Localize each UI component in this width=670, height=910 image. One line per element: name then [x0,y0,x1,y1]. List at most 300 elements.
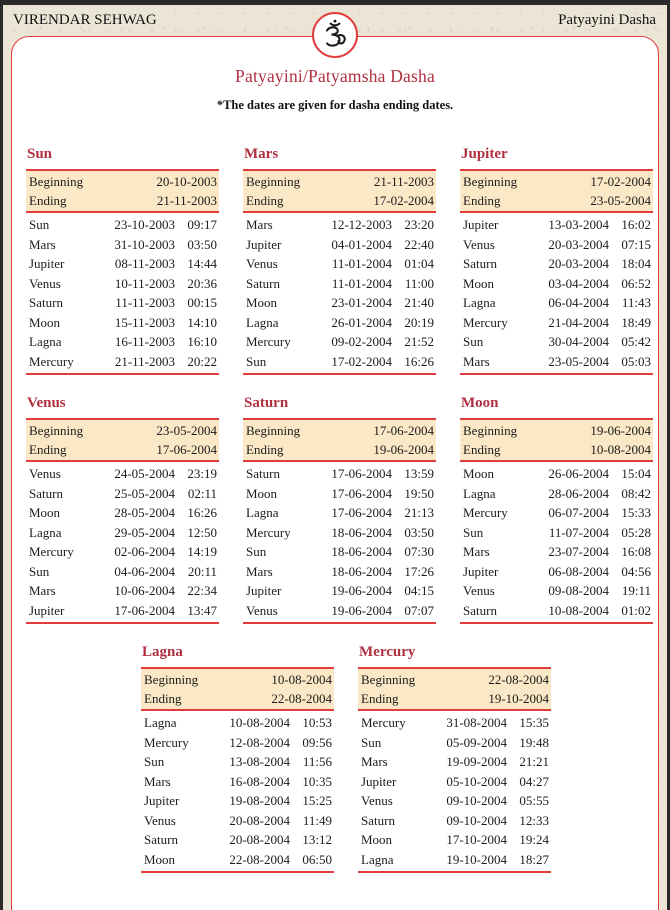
dasha-table-period-header [26,418,219,462]
dasha-table-title: Saturn [244,395,289,411]
antardasha-end-time: 16:26 [404,353,434,369]
antardasha-end-date: 23-05-2004 [548,353,609,369]
antardasha-planet: Moon [463,466,495,481]
ending-date: 19-10-2004 [488,691,549,706]
beginning-row [460,172,653,191]
antardasha-end-time: 10:35 [302,773,332,789]
antardasha-planet: Venus [361,793,393,808]
antardasha-end-date: 10-08-2004 [548,602,609,618]
beginning-date: 17-06-2004 [373,423,434,438]
dasha-table-title: Moon [461,395,499,411]
ending-date: 17-02-2004 [373,193,434,208]
antardasha-row [141,850,334,870]
antardasha-planet: Mars [29,236,56,252]
antardasha-end-date: 31-10-2003 [114,236,175,252]
antardasha-row [358,791,551,811]
page-title: Patyayini/Patyamsha Dasha [235,66,435,86]
antardasha-end-time: 11:00 [404,275,434,291]
beginning-row [26,172,219,191]
beginning-label: Beginning [361,672,416,687]
antardasha-planet: Moon [29,314,61,330]
antardasha-end-date: 30-04-2004 [548,334,609,349]
antardasha-end-date: 24-05-2004 [114,466,175,481]
antardasha-planet: Lagna [144,715,177,730]
antardasha-planet: Jupiter [144,793,180,808]
antardasha-end-time: 10:53 [302,715,332,730]
antardasha-row [141,713,334,733]
antardasha-planet: Jupiter [463,217,499,232]
antardasha-planet: Mercury [29,353,74,369]
dasha-table-venus [26,395,219,624]
antardasha-end-time: 03:50 [404,524,434,540]
antardasha-end-date: 11-01-2004 [331,275,392,291]
antardasha-end-date: 13-03-2004 [548,217,609,232]
antardasha-planet: Mercury [361,715,406,730]
antardasha-planet: Saturn [463,602,497,618]
antardasha-row [141,811,334,831]
antardasha-end-time: 21:40 [404,295,434,310]
antardasha-end-date: 17-02-2004 [331,353,392,369]
antardasha-planet: Venus [29,466,61,481]
antardasha-end-date: 11-07-2004 [548,524,609,540]
antardasha-end-time: 13:59 [404,466,434,481]
antardasha-row [243,293,436,313]
antardasha-row [141,791,334,811]
antardasha-end-date: 20-03-2004 [548,236,609,252]
antardasha-row [460,332,653,352]
antardasha-end-date: 17-06-2004 [331,505,392,520]
antardasha-end-time: 07:07 [404,602,434,618]
ending-label: Ending [361,691,399,706]
dasha-table-body [243,462,436,624]
antardasha-end-date: 21-11-2003 [114,353,175,369]
antardasha-row [26,332,219,352]
antardasha-end-date: 03-04-2004 [548,275,609,291]
antardasha-planet: Lagna [463,295,496,310]
beginning-label: Beginning [29,174,84,189]
antardasha-planet: Sun [361,734,382,750]
antardasha-end-time: 05:03 [621,353,651,369]
antardasha-planet: Sun [463,524,484,540]
antardasha-end-date: 16-08-2004 [229,773,290,789]
antardasha-end-date: 26-01-2004 [331,314,392,330]
ending-row [141,689,334,708]
antardasha-end-time: 16:26 [187,505,217,520]
ending-row [358,689,551,708]
antardasha-end-time: 09:17 [187,217,217,232]
ending-date: 10-08-2004 [590,442,651,457]
antardasha-end-date: 11-11-2003 [115,295,175,310]
antardasha-end-time: 03:50 [187,236,217,252]
antardasha-end-date: 17-06-2004 [331,485,392,501]
antardasha-end-time: 14:10 [187,314,217,330]
antardasha-end-time: 16:10 [187,334,217,349]
antardasha-row [460,464,653,484]
antardasha-row [460,581,653,601]
antardasha-row [26,581,219,601]
dasha-table-body [358,711,551,873]
antardasha-end-time: 11:49 [302,812,332,828]
beginning-row [26,421,219,440]
antardasha-end-date: 10-08-2004 [229,715,290,730]
antardasha-planet: Moon [246,485,278,501]
antardasha-end-time: 20:22 [187,353,217,369]
antardasha-planet: Moon [29,505,61,520]
antardasha-planet: Lagna [246,314,279,330]
antardasha-row [460,215,653,235]
antardasha-end-time: 02:11 [187,485,217,501]
antardasha-end-date: 06-04-2004 [548,295,609,310]
antardasha-end-time: 04:56 [621,563,651,579]
antardasha-end-time: 20:36 [187,275,217,291]
antardasha-end-time: 21:13 [404,505,434,520]
antardasha-end-time: 20:11 [187,563,217,579]
dasha-table-jupiter [460,146,653,375]
antardasha-planet: Sun [29,217,50,232]
antardasha-row [358,772,551,792]
antardasha-row [243,542,436,562]
dasha-table-body [26,213,219,375]
antardasha-end-date: 16-11-2003 [114,334,175,349]
antardasha-planet: Venus [144,812,176,828]
antardasha-end-date: 20-08-2004 [229,812,290,828]
antardasha-row [141,752,334,772]
antardasha-planet: Jupiter [361,773,397,789]
antardasha-end-time: 00:15 [187,295,217,310]
antardasha-planet: Lagna [29,334,62,349]
antardasha-end-time: 22:34 [187,583,217,598]
antardasha-row [358,752,551,772]
antardasha-planet: Saturn [144,832,178,847]
antardasha-planet: Saturn [29,485,63,501]
antardasha-planet: Moon [144,851,176,867]
beginning-row [243,421,436,440]
antardasha-end-date: 09-08-2004 [548,583,609,598]
antardasha-end-time: 18:27 [519,851,549,867]
antardasha-end-date: 23-10-2003 [114,217,175,232]
dasha-table-saturn [243,395,436,624]
antardasha-end-date: 22-08-2004 [229,851,290,867]
antardasha-end-time: 12:50 [187,524,217,540]
ending-date: 19-06-2004 [373,442,434,457]
antardasha-row [26,601,219,621]
antardasha-end-time: 19:48 [519,734,549,750]
dasha-table-body [460,213,653,375]
antardasha-planet: Jupiter [246,583,282,598]
antardasha-row [358,830,551,850]
ending-label: Ending [463,193,501,208]
antardasha-end-time: 15:04 [621,466,651,481]
antardasha-end-time: 18:49 [621,314,651,330]
beginning-label: Beginning [29,423,84,438]
tables-row-3 [12,644,658,873]
antardasha-planet: Saturn [246,466,280,481]
antardasha-planet: Mercury [29,544,74,559]
antardasha-row [460,352,653,372]
antardasha-end-time: 11:56 [302,754,332,769]
antardasha-row [460,235,653,255]
ending-label: Ending [29,193,67,208]
antardasha-planet: Saturn [463,256,497,271]
antardasha-end-date: 09-10-2004 [446,793,507,808]
dasha-table-mercury [358,644,551,873]
antardasha-planet: Mercury [463,505,508,520]
antardasha-planet: Lagna [361,851,394,867]
antardasha-row [460,484,653,504]
antardasha-end-date: 04-01-2004 [331,236,392,252]
antardasha-planet: Mars [361,754,388,769]
antardasha-end-date: 05-09-2004 [446,734,507,750]
antardasha-end-date: 11-01-2004 [331,256,392,271]
antardasha-end-time: 09:56 [302,734,332,750]
antardasha-end-time: 06:50 [302,851,332,867]
ending-label: Ending [246,193,284,208]
antardasha-end-date: 18-06-2004 [331,544,392,559]
antardasha-row [358,733,551,753]
antardasha-end-date: 09-02-2004 [331,334,392,349]
antardasha-planet: Jupiter [29,602,65,618]
antardasha-end-time: 11:43 [621,295,651,310]
antardasha-planet: Lagna [246,505,279,520]
antardasha-row [26,274,219,294]
antardasha-row [243,332,436,352]
ending-row [243,440,436,459]
antardasha-end-time: 01:02 [621,602,651,618]
antardasha-row [460,601,653,621]
ending-label: Ending [144,691,182,706]
antardasha-end-date: 15-11-2003 [114,314,175,330]
ending-label: Ending [463,442,501,457]
antardasha-end-time: 08:42 [621,485,651,501]
beginning-label: Beginning [246,423,301,438]
antardasha-end-time: 19:50 [404,485,434,501]
antardasha-planet: Jupiter [463,563,499,579]
antardasha-end-time: 01:04 [404,256,434,271]
antardasha-planet: Moon [463,275,495,291]
antardasha-end-time: 07:15 [621,236,651,252]
antardasha-planet: Sun [246,353,267,369]
dasha-table-period-header [26,169,219,213]
antardasha-row [26,484,219,504]
antardasha-planet: Mars [463,544,490,559]
antardasha-end-time: 22:40 [404,236,434,252]
dasha-table-title: Mars [244,146,279,162]
om-icon [312,12,358,58]
antardasha-planet: Saturn [246,275,280,291]
antardasha-row [26,313,219,333]
antardasha-planet: Jupiter [246,236,282,252]
dasha-table-moon [460,395,653,624]
antardasha-end-time: 18:04 [621,256,651,271]
antardasha-end-date: 23-01-2004 [331,295,392,310]
antardasha-end-date: 20-08-2004 [229,832,290,847]
dasha-table-body [460,462,653,624]
antardasha-end-date: 17-10-2004 [446,832,507,847]
ending-row [26,191,219,210]
antardasha-end-time: 14:44 [187,256,217,271]
antardasha-end-time: 04:15 [404,583,434,598]
antardasha-planet: Sun [463,334,484,349]
beginning-row [460,421,653,440]
antardasha-end-date: 28-05-2004 [114,505,175,520]
antardasha-planet: Lagna [463,485,496,501]
antardasha-end-time: 17:26 [404,563,434,579]
antardasha-planet: Moon [361,832,393,847]
antardasha-planet: Venus [246,602,278,618]
antardasha-end-date: 13-08-2004 [229,754,290,769]
antardasha-planet: Saturn [361,812,395,828]
antardasha-row [243,484,436,504]
beginning-date: 19-06-2004 [590,423,651,438]
antardasha-end-date: 20-03-2004 [548,256,609,271]
antardasha-end-date: 19-06-2004 [331,583,392,598]
antardasha-planet: Saturn [29,295,63,310]
tables-row-2 [12,395,658,624]
beginning-label: Beginning [463,423,518,438]
beginning-date: 22-08-2004 [488,672,549,687]
antardasha-row [243,581,436,601]
ending-row [460,440,653,459]
dasha-table-period-header [243,169,436,213]
antardasha-row [243,464,436,484]
antardasha-end-time: 13:47 [187,602,217,618]
antardasha-row [26,562,219,582]
ending-row [243,191,436,210]
dasha-table-title: Jupiter [461,146,508,162]
dasha-table-period-header [243,418,436,462]
antardasha-end-time: 05:42 [621,334,651,349]
beginning-label: Beginning [144,672,199,687]
antardasha-row [26,293,219,313]
antardasha-planet: Venus [29,275,61,291]
antardasha-end-date: 08-11-2003 [114,256,175,271]
antardasha-end-date: 18-06-2004 [331,563,392,579]
native-name: VIRENDAR SEHWAG [13,12,157,28]
antardasha-end-date: 02-06-2004 [114,544,175,559]
antardasha-end-date: 06-07-2004 [548,505,609,520]
antardasha-end-time: 21:52 [404,334,434,349]
dasha-ending-note: *The dates are given for dasha ending dates. [216,98,454,112]
tables-row-1 [12,146,658,375]
antardasha-end-date: 05-10-2004 [446,773,507,789]
beginning-date: 17-02-2004 [590,174,651,189]
beginning-date: 23-05-2004 [156,423,217,438]
antardasha-row [141,772,334,792]
antardasha-row [26,464,219,484]
antardasha-planet: Venus [463,583,495,598]
dasha-table-title: Lagna [142,644,183,660]
dasha-table-period-header [460,169,653,213]
antardasha-row [26,523,219,543]
antardasha-planet: Mercury [463,314,508,330]
dasha-table-period-header [358,667,551,711]
ending-label: Ending [29,442,67,457]
antardasha-end-date: 31-08-2004 [446,715,507,730]
antardasha-end-time: 16:08 [621,544,651,559]
antardasha-end-date: 28-06-2004 [548,485,609,501]
antardasha-end-time: 07:30 [404,544,434,559]
antardasha-end-time: 21:21 [519,754,549,769]
antardasha-end-date: 09-10-2004 [446,812,507,828]
antardasha-row [460,523,653,543]
dasha-table-period-header [141,667,334,711]
antardasha-row [141,733,334,753]
antardasha-planet: Lagna [29,524,62,540]
antardasha-end-date: 04-06-2004 [114,563,175,579]
dasha-table-body [141,711,334,873]
beginning-date: 21-11-2003 [373,174,434,189]
beginning-row [141,670,334,689]
antardasha-planet: Sun [144,754,165,769]
antardasha-planet: Mercury [246,334,291,349]
beginning-date: 10-08-2004 [271,672,332,687]
antardasha-end-date: 17-06-2004 [114,602,175,618]
antardasha-row [243,562,436,582]
antardasha-end-time: 05:28 [621,524,651,540]
dasha-table-period-header [460,418,653,462]
beginning-label: Beginning [463,174,518,189]
beginning-row [358,670,551,689]
antardasha-end-time: 23:20 [404,217,434,232]
antardasha-row [460,503,653,523]
antardasha-end-date: 19-10-2004 [446,851,507,867]
antardasha-end-time: 19:11 [621,583,651,598]
antardasha-end-time: 15:33 [621,505,651,520]
ending-row [460,191,653,210]
ending-date: 21-11-2003 [156,193,217,208]
antardasha-row [243,601,436,621]
antardasha-row [460,542,653,562]
antardasha-end-time: 15:25 [302,793,332,808]
dasha-table-title: Venus [27,395,66,411]
ending-label: Ending [246,442,284,457]
antardasha-row [243,523,436,543]
antardasha-planet: Mars [246,217,273,232]
antardasha-end-date: 26-06-2004 [548,466,609,481]
antardasha-end-date: 19-09-2004 [446,754,507,769]
dasha-table-mars [243,146,436,375]
antardasha-end-date: 25-05-2004 [114,485,175,501]
antardasha-planet: Mars [463,353,490,369]
report-type-label: Patyayini Dasha [558,12,656,28]
antardasha-end-time: 20:19 [404,314,434,330]
beginning-label: Beginning [246,174,301,189]
dasha-table-body [26,462,219,624]
antardasha-row [460,562,653,582]
dasha-table-title: Mercury [359,644,416,660]
dasha-table-body [243,213,436,375]
antardasha-row [26,503,219,523]
antardasha-planet: Mars [29,583,56,598]
antardasha-row [243,313,436,333]
antardasha-row [243,274,436,294]
antardasha-row [26,254,219,274]
antardasha-planet: Sun [246,544,267,559]
antardasha-row [243,503,436,523]
antardasha-end-date: 19-06-2004 [331,602,392,618]
dasha-table-lagna [141,644,334,873]
antardasha-planet: Mercury [144,734,189,750]
antardasha-row [460,293,653,313]
antardasha-end-time: 04:27 [519,773,549,789]
antardasha-row [460,274,653,294]
antardasha-end-time: 19:24 [519,832,549,847]
antardasha-end-date: 12-08-2004 [229,734,290,750]
antardasha-planet: Moon [246,295,278,310]
antardasha-row [460,313,653,333]
antardasha-row [26,542,219,562]
antardasha-end-date: 29-05-2004 [114,524,175,540]
